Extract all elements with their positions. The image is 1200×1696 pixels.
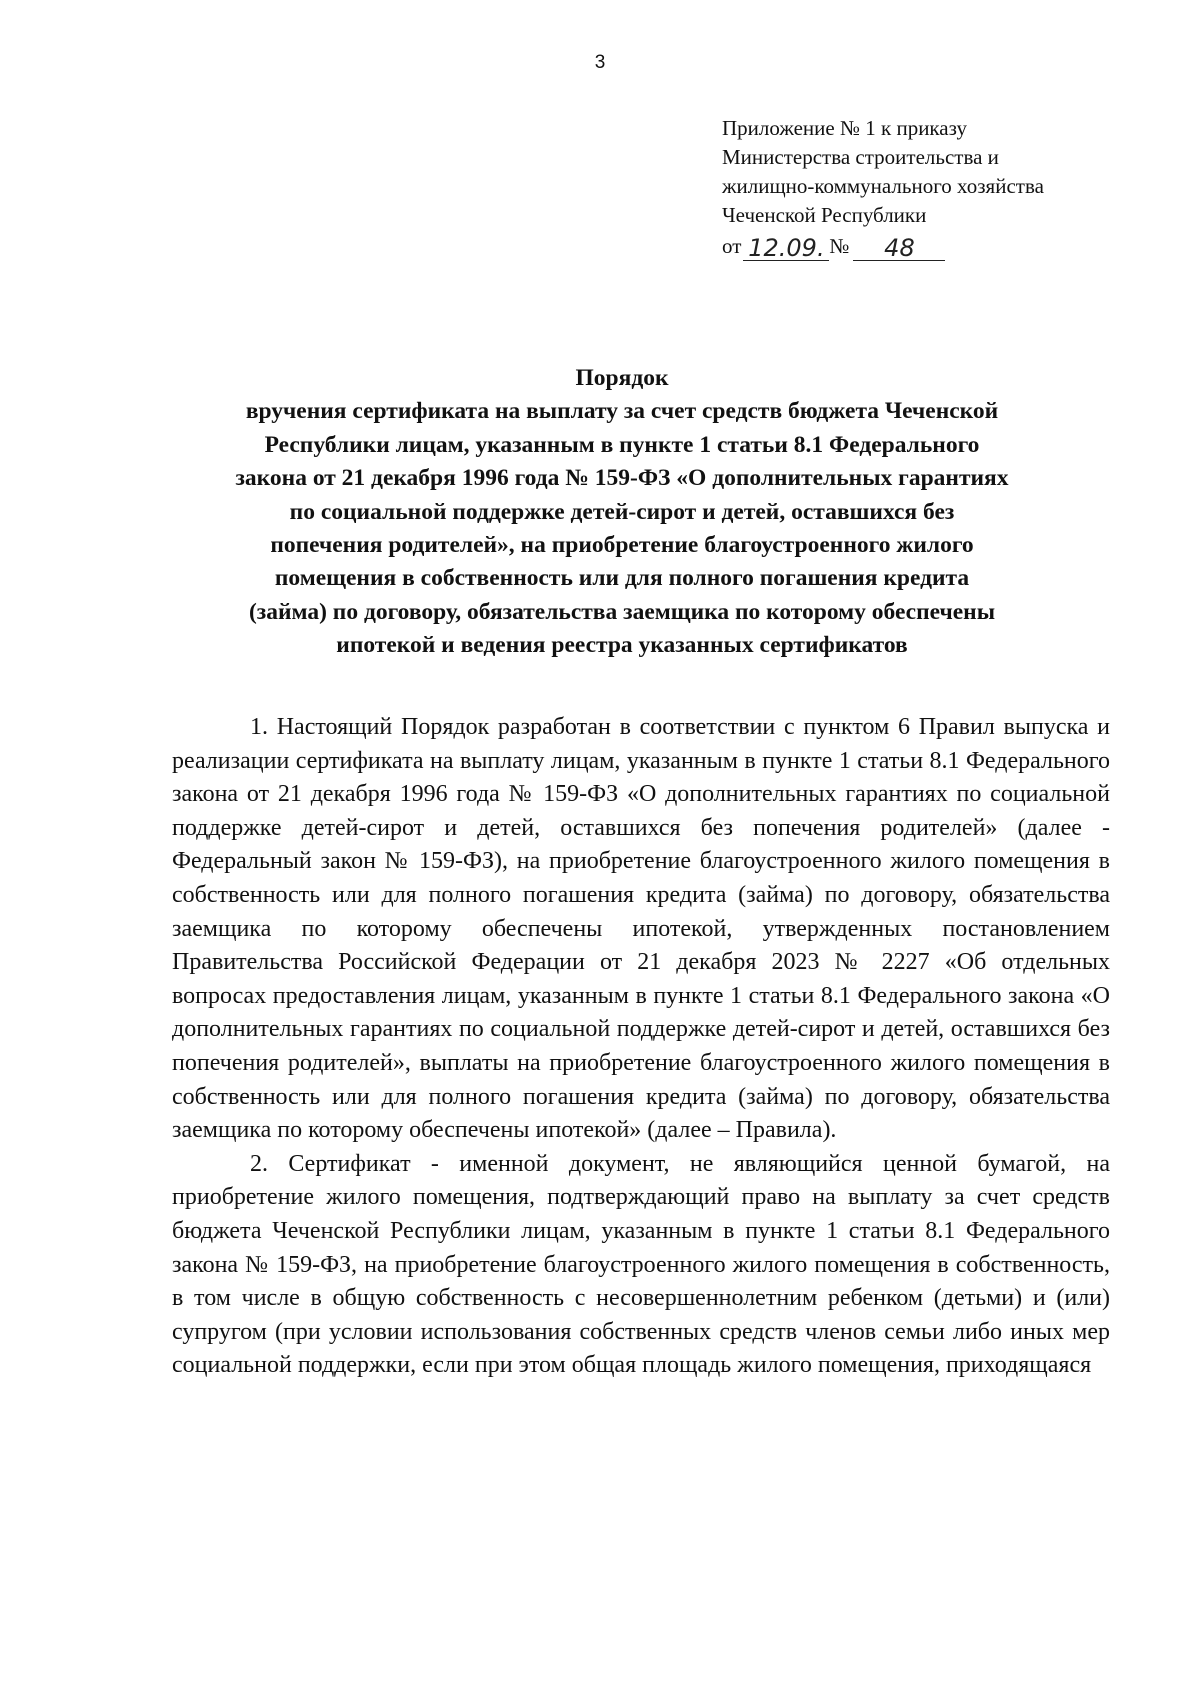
handwritten-number: 48 xyxy=(853,236,945,261)
handwritten-date: 12.09. xyxy=(743,236,829,261)
paragraph-2: 2. Сертификат - именной документ, не являющийся ценной бумагой, на приобретение жилого помещения, подтверждающий право на выплату за счет средств бюджета Чеченской Республики лицам, указанным в пункте 1 статьи 8.1 Федерального закона № 159-ФЗ, на приобретение благоустроенного жилого помещения в собственность, в том числе в общую собственность с несовершеннолетним ребенком (детьми) и (или) супругом (при условии использования собственных средств членов семьи либо иных мер социальной поддержки, если при этом общая площадь жилого помещения, приходящаяся xyxy=(172,1150,1110,1379)
page-number: 3 xyxy=(594,52,606,73)
document-body xyxy=(172,711,1110,1383)
title-line: (займа) по договору, обязательства заемщика по которому обеспечены xyxy=(248,598,996,625)
title-line: закона от 21 декабря 1996 года № 159-ФЗ «О дополнительных гарантиях xyxy=(235,465,1009,492)
appendix-line: Министерства строительства и xyxy=(722,145,999,169)
number-label: № xyxy=(829,234,850,258)
appendix-line: жилищно-коммунального хозяйства xyxy=(722,174,1044,198)
title-heading: Порядок xyxy=(575,365,669,391)
paragraph-1: 1. Настоящий Порядок разработан в соответствии с пунктом 6 Правил выпуска и реализации сертификата на выплату лицам, указанным в пункте 1 статьи 8.1 Федерального закона от 21 декабря 1996 года № 159-ФЗ «О дополнительных гарантиях по социальной поддержке детей-сирот и детей, оставшихся без попечения родителей» (далее - Федеральный закон № 159-ФЗ), на приобретение благоустроенного жилого помещения в собственность или для полного погашения кредита (займа) по договору, обязательства заемщика по которому обеспечены ипотекой, утвержденных постановлением Правительства Российской Федерации от 21 декабря 2023 № 2227 «Об отдельных вопросах предоставления лицам, указанным в пункте 1 статьи 8.1 Федерального закона «О дополнительных гарантиях по социальной поддержке детей-сирот и детей, оставшихся без попечения родителей», выплаты на приобретение благоустроенного жилого помещения в собственность или для полного погашения кредита (займа) по договору, обязательства заемщика по которому обеспечены ипотекой» (далее – Правила). xyxy=(172,714,1110,1144)
title-line: ипотекой и ведения реестра указанных сертификатов xyxy=(336,632,908,659)
order-date-number xyxy=(722,232,1162,261)
document-title xyxy=(172,362,1072,663)
title-line: Республики лицам, указанным в пункте 1 статьи 8.1 Федерального xyxy=(264,431,980,458)
title-line: вручения сертификата на выплату за счет средств бюджета Чеченской xyxy=(245,398,999,425)
date-prefix: от xyxy=(722,234,742,258)
appendix-header xyxy=(722,114,1162,261)
appendix-line: Приложение № 1 к приказу xyxy=(722,116,967,140)
title-line: попечения родителей», на приобретение благоустроенного жилого xyxy=(270,532,974,559)
title-line: по социальной поддержке детей-сирот и детей, оставшихся без xyxy=(289,498,955,525)
title-line: помещения в собственность или для полного погашения кредита xyxy=(274,565,970,592)
appendix-line: Чеченской Республики xyxy=(722,203,927,227)
